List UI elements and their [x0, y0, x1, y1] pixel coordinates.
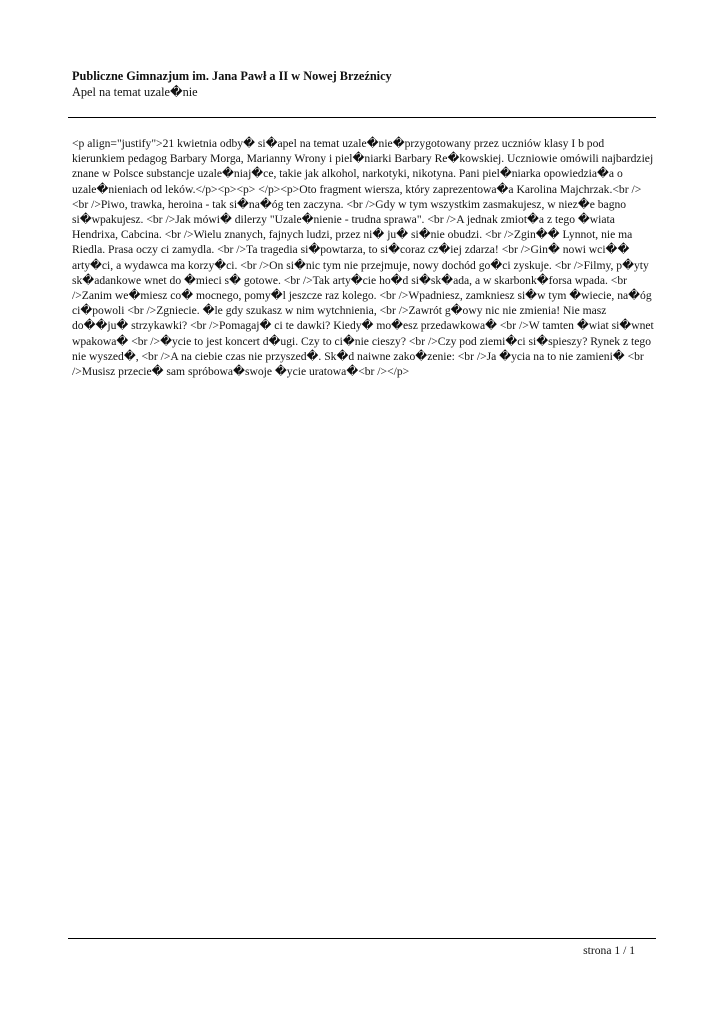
footer-divider — [68, 938, 656, 939]
header-divider — [68, 117, 656, 118]
document-title: Publiczne Gimnazjum im. Jana Pawł a II w Nowej Brzeźnicy — [72, 69, 392, 83]
document-subtitle: Apel na temat uzale�nie — [72, 85, 198, 99]
page-number: strona 1 / 1 — [583, 944, 635, 957]
document-header — [72, 68, 656, 100]
document-body: <p align="justify">21 kwietnia odby� si�apel na temat uzale�nie�przygotowany przez uczniów klasy I b pod kierunkiem pedagog Barbary Morga, Marianny Wrony i piel�niarki Barbary Re�kowskiej. Uczniowie omówili najbardziej znane w Polsce substancje uzale�niaj�ce, takie jak alkohol, narkotyki, nikotyna. Pani piel�niarka opowiedzia�a o uzale�nieniach od leków.</p><p><p> </p><p>Oto fragment wiersza, który zaprezentowa�a Karolina Majchrzak.<br /><br />Piwo, trawka, heroina - tak si�na�óg ten zaczyna. <br />Gdy w tym wszystkim zasmakujesz, w niez�e bagno si�wpakujesz. <br />Jak mówi� dilerzy "Uzale�nienie - trudna sprawa". <br />A jednak zmiot�a z tego �wiata Hendrixa, Cabcina. <br />Wielu znanych, fajnych ludzi, przez ni� ju� si�nie obudzi. <br />Zgin�� Lynnot, nie ma Riedla. Prasa oczy ci zamydla. <br />Ta tragedia si�powtarza, to si�coraz cz�iej zdarza! <br />Gin� nowi wci�� arty�ci, a wydawca ma korzy�ci. <br />On si�nic tym nie przejmuje, nowy dochód go�ci zyskuje. <br />Filmy, p�yty sk�adankowe wnet do �mieci s� gotowe. <br />Tak arty�cie ho�d si�sk�ada, a w skarbonk�forsa wpada. <br />Zanim we�miesz co� mocnego, pomy�l jeszcze raz kolego. <br />Wpadniesz, zamkniesz si�w tym �wiecie, na�óg ci�powoli <br />Zgniecie. �le gdy szukasz w nim wytchnienia, <br />Zawrót g�owy nic nie zmienia! Nie masz do��ju� strzykawki? <br />Pomagaj� ci te dawki? Kiedy� mo�esz przedawkowa� <br />W tamten �wiat si�wnet wpakowa� <br />�ycie to jest koncert d�ugi. Czy to ci�nie cieszy? <br />Czy pod ziemi�ci si�spieszy? Rynek z tego nie wyszed�, <br />A na ciebie czas nie przyszed�. Sk�d naiwne zako�zenie: <br />Ja �ycia na to nie zamieni� <br />Musisz przecie� sam spróbowa�swoje �ycie uratowa�<br /></p> — [72, 137, 654, 379]
